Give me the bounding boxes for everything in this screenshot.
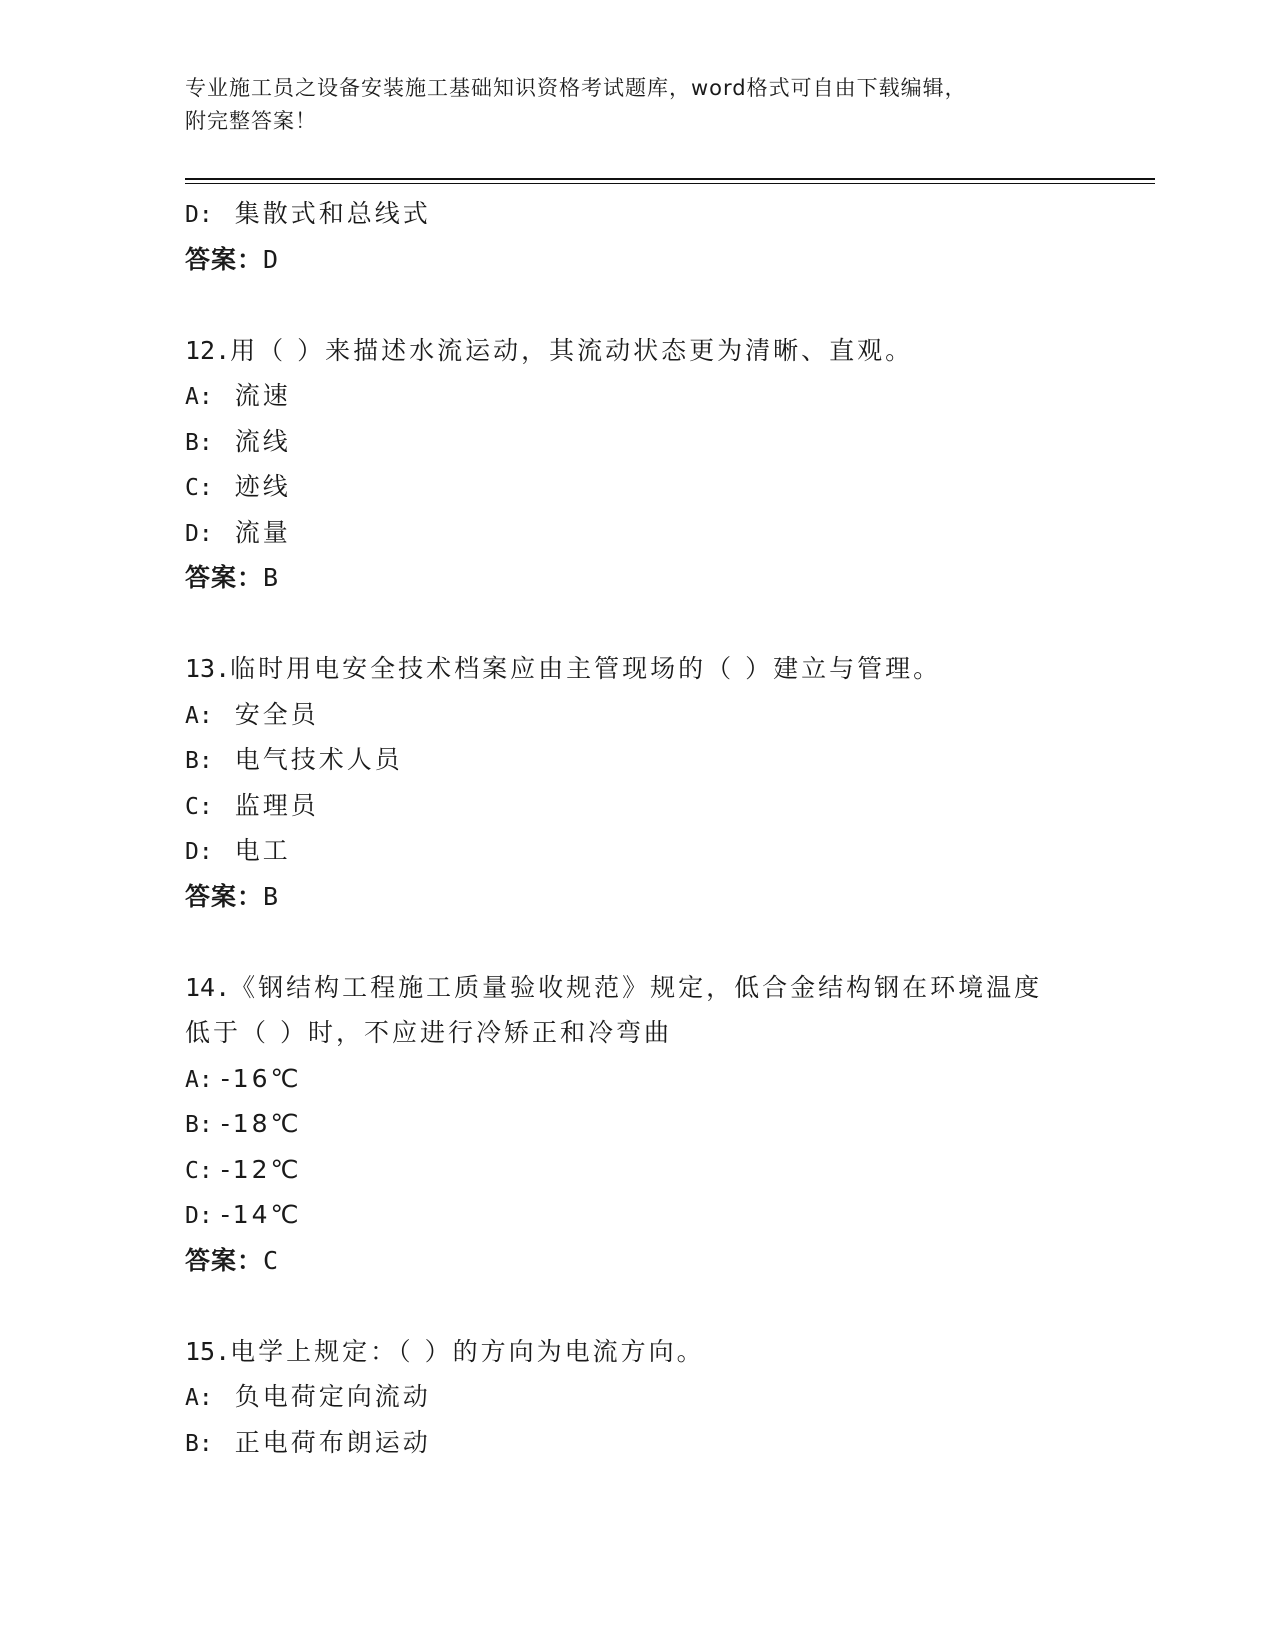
answer-label: 答案： [185, 244, 264, 274]
option-b [185, 1420, 1145, 1466]
answer-line [185, 1238, 1145, 1284]
option-a [185, 1374, 1145, 1420]
option-text: -12℃ [220, 1154, 302, 1184]
option-a [185, 373, 1145, 419]
question-stem [185, 646, 1145, 692]
question-number: 13. [185, 654, 231, 683]
option-key: B: [185, 748, 213, 774]
question-stem [185, 1329, 1145, 1375]
option-d [185, 828, 1145, 874]
question-number: 12. [185, 335, 231, 365]
option-text: -16℃ [220, 1063, 302, 1093]
prev-option-d [185, 191, 1145, 237]
option-b [185, 737, 1145, 783]
option-key: D: [185, 839, 213, 865]
question-stem [185, 328, 1145, 374]
option-b [185, 1101, 1145, 1147]
option-key: C: [185, 793, 213, 820]
option-text: 安全员 [234, 699, 319, 729]
option-c [185, 1147, 1145, 1193]
header-line-2: 附完整答案！ [185, 109, 317, 133]
page-header [185, 72, 1085, 138]
question-stem-continued [185, 1010, 1145, 1056]
option-text: -14℃ [220, 1200, 302, 1229]
answer-label: 答案： [185, 1245, 264, 1275]
option-key: D: [185, 202, 213, 228]
option-key: D: [185, 520, 213, 547]
answer-value: B [263, 881, 280, 911]
option-text: 电气技术人员 [234, 745, 403, 774]
question-number: 15. [185, 1336, 231, 1366]
answer-value: B [263, 563, 280, 592]
answer-value: D [263, 244, 280, 274]
option-key: A: [185, 384, 213, 410]
option-key: A: [185, 702, 213, 729]
question-stem-line: 低于（ ）时，不应进行冷矫正和冷弯曲 [185, 1018, 672, 1047]
option-c [185, 464, 1145, 510]
option-key: A: [185, 1066, 213, 1093]
option-a [185, 1056, 1145, 1102]
option-d [185, 510, 1145, 556]
option-text: 监理员 [234, 790, 319, 820]
question-stem-line: 用（ ）来描述水流运动，其流动状态更为清晰、直观。 [230, 335, 914, 365]
option-c [185, 783, 1145, 829]
option-key: D: [185, 1203, 213, 1229]
option-key: C: [185, 475, 213, 501]
option-text: 迹线 [234, 472, 291, 501]
question-number: 14. [185, 972, 231, 1002]
answer-line [185, 555, 1145, 601]
option-key: B: [185, 1430, 213, 1457]
option-a [185, 692, 1145, 738]
question-13 [185, 646, 1145, 919]
question-stem-line: 《钢结构工程施工质量验收规范》规定，低合金结构钢在环境温度 [230, 972, 1043, 1002]
header-divider-thin [185, 183, 1155, 184]
question-stem [185, 965, 1145, 1011]
option-b [185, 419, 1145, 465]
option-text: 负电荷定向流动 [234, 1382, 431, 1411]
header-line-1: 专业施工员之设备安装施工基础知识资格考试题库，word格式可自由下载编辑， [185, 76, 967, 100]
prev-answer [185, 237, 1145, 283]
option-text: 电工 [234, 836, 291, 865]
option-key: C: [185, 1157, 213, 1184]
option-text: 流量 [234, 517, 291, 547]
answer-value: C [263, 1245, 280, 1275]
question-content [185, 191, 1145, 1465]
answer-label: 答案： [185, 563, 264, 592]
option-key: A: [185, 1385, 213, 1411]
question-15 [185, 1329, 1145, 1466]
option-text: -18℃ [220, 1109, 302, 1138]
option-text: 流速 [234, 381, 291, 410]
option-key: B: [185, 1112, 213, 1138]
question-12 [185, 328, 1145, 601]
option-key: B: [185, 429, 213, 456]
option-text: 流线 [234, 426, 291, 456]
question-stem-line: 临时用电安全技术档案应由主管现场的（ ）建立与管理。 [230, 654, 942, 683]
header-divider-thick [185, 178, 1155, 180]
question-14 [185, 965, 1145, 1284]
option-text: 正电荷布朗运动 [234, 1427, 431, 1457]
option-text: 集散式和总线式 [234, 199, 431, 228]
answer-label: 答案： [185, 881, 264, 911]
option-d [185, 1192, 1145, 1238]
answer-line [185, 874, 1145, 920]
question-stem-line: 电学上规定：（ ）的方向为电流方向。 [230, 1336, 705, 1366]
